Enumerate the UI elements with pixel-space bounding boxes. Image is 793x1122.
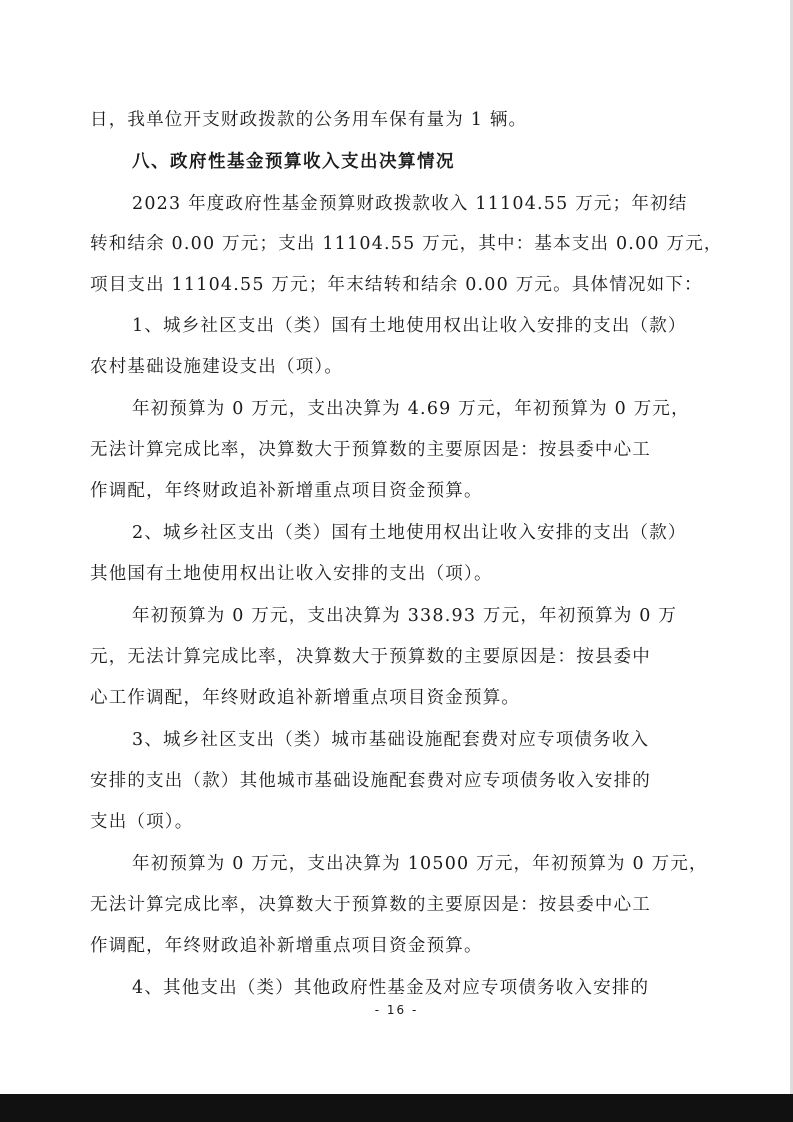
paragraph-line: 日，我单位开支财政拨款的公务用车保有量为 1 辆。 <box>90 110 528 130</box>
paragraph-line: 作调配，年终财政追补新增重点项目资金预算。 <box>90 936 483 956</box>
paragraph-line: 无法计算完成比率，决算数大于预算数的主要原因是：按县委中心工 <box>90 895 651 915</box>
page-number: - 16 - <box>374 1003 419 1017</box>
paragraph-line: 农村基础设施建设支出（项）。 <box>90 357 344 377</box>
paragraph-line: 2023 年度政府性基金预算财政拨款收入 11104.55 万元；年初结 <box>132 194 688 214</box>
paragraph-line: 无法计算完成比率，决算数大于预算数的主要原因是：按县委中心工 <box>90 440 651 460</box>
paragraph-line: 年初预算为 0 万元，支出决算为 338.93 万元，年初预算为 0 万 <box>132 606 678 626</box>
paragraph-line: 转和结余 0.00 万元；支出 11104.55 万元，其中：基本支出 0.00 万元， <box>90 234 723 254</box>
item-heading: 3、城乡社区支出（类）城市基础设施配套费对应专项债务收入 <box>132 730 650 750</box>
paragraph-line: 元，无法计算完成比率，决算数大于预算数的主要原因是：按县委中 <box>90 647 651 667</box>
paragraph-line: 心工作调配，年终财政追补新增重点项目资金预算。 <box>90 688 521 708</box>
paragraph-line: 作调配，年终财政追补新增重点项目资金预算。 <box>90 481 483 501</box>
paragraph-line: 年初预算为 0 万元，支出决算为 4.69 万元，年初预算为 0 万元， <box>132 399 690 419</box>
section-heading: 八、政府性基金预算收入支出决算情况 <box>132 152 455 172</box>
item-heading: 4、其他支出（类）其他政府性基金及对应专项债务收入安排的 <box>132 978 650 998</box>
paragraph-line: 安排的支出（款）其他城市基础设施配套费对应专项债务收入安排的 <box>90 771 651 791</box>
item-heading: 2、城乡社区支出（类）国有土地使用权出让收入安排的支出（款） <box>132 523 687 543</box>
paragraph-line: 项目支出 11104.55 万元；年末结转和结余 0.00 万元。具体情况如下： <box>90 275 703 295</box>
scan-bottom-edge <box>0 1094 793 1122</box>
paragraph-line: 年初预算为 0 万元，支出决算为 10500 万元，年初预算为 0 万元， <box>132 854 708 874</box>
paragraph-line: 支出（项）。 <box>90 812 194 832</box>
paragraph-line: 其他国有土地使用权出让收入安排的支出（项）。 <box>90 564 493 584</box>
item-heading: 1、城乡社区支出（类）国有土地使用权出让收入安排的支出（款） <box>132 316 687 336</box>
